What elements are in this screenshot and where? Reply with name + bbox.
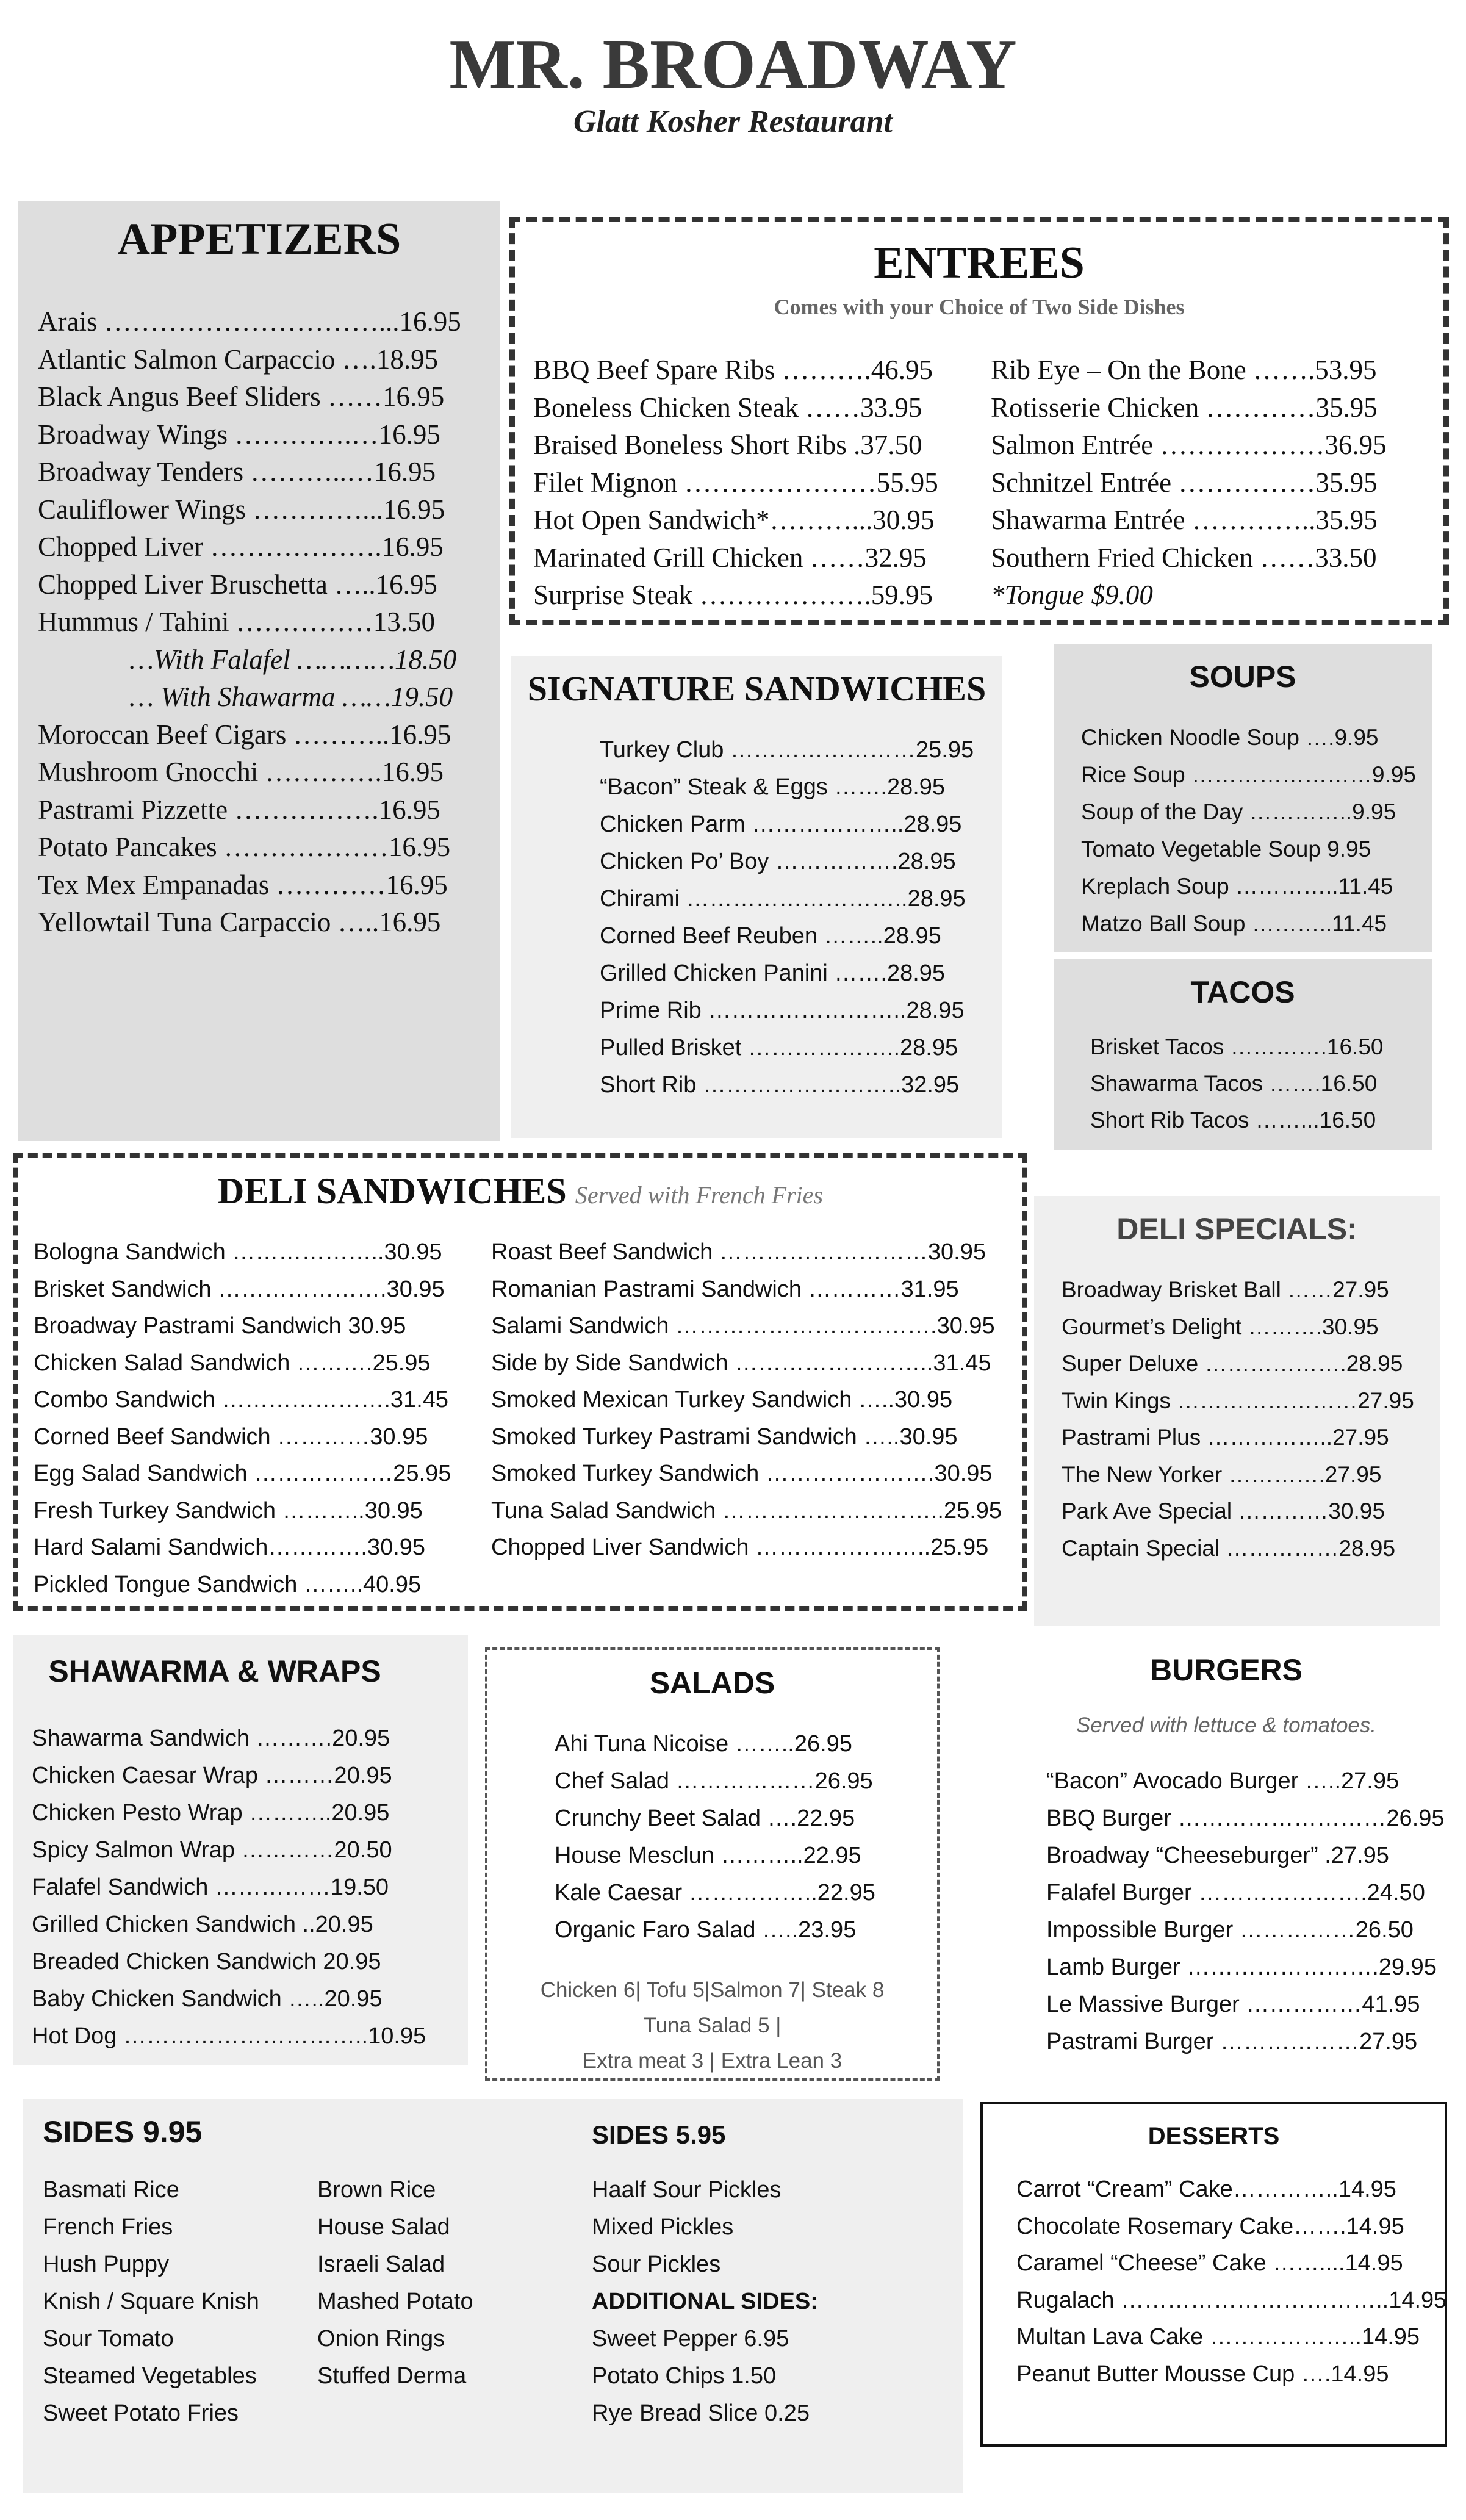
- menu-item: Rice Soup ……………………9.95: [1081, 762, 1417, 787]
- menu-item: Egg Salad Sandwich ………………25.95: [34, 1461, 451, 1486]
- soups-title: SOUPS: [1189, 660, 1296, 694]
- menu-item: Boneless Chicken Steak ……33.95: [533, 392, 922, 423]
- menu-item: Captain Special ……………28.95: [1062, 1535, 1396, 1561]
- menu-item: Smoked Turkey Sandwich ………………….30.95: [491, 1461, 993, 1486]
- menu-item: Corned Beef Reuben ……..28.95: [600, 923, 941, 949]
- menu-item: Potato Pancakes ………………16.95: [38, 832, 451, 862]
- burgers-list: [1046, 1769, 1452, 2067]
- menu-item: Crunchy Beet Salad ….22.95: [555, 1805, 855, 1831]
- soups-list: [1081, 726, 1432, 949]
- menu-item: Surprise Steak ……………….59.95: [533, 580, 933, 610]
- menu-item: Atlantic Salmon Carpaccio ….18.95: [38, 344, 439, 375]
- sides-panel: [23, 2099, 963, 2493]
- menu-item: Chicken Po’ Boy …………….28.95: [600, 849, 956, 874]
- menu-item: Smoked Turkey Pastrami Sandwich …..30.95: [491, 1424, 958, 1450]
- menu-item: Chopped Liver Sandwich …………………..25.95: [491, 1535, 989, 1560]
- menu-item: Gourmet’s Delight ……….30.95: [1062, 1314, 1379, 1339]
- menu-item: Impossible Burger ……………26.50: [1046, 1917, 1414, 1943]
- entrees-note: Comes with your Choice of Two Side Dishes: [774, 295, 1185, 319]
- entrees-left-list: [533, 356, 997, 619]
- shawarma-list: [32, 1727, 468, 2062]
- salads-panel: [485, 1647, 940, 2081]
- menu-item: Salmon Entrée ………………36.95: [991, 430, 1387, 460]
- menu-item: Shawarma Tacos …….16.50: [1090, 1071, 1378, 1096]
- shawarma-title: SHAWARMA & WRAPS: [48, 1654, 381, 1688]
- menu-item: Side by Side Sandwich ……………………..31.45: [491, 1350, 991, 1376]
- menu-item: Brisket Sandwich ………………….30.95: [34, 1276, 445, 1302]
- appetizers-panel: [18, 201, 500, 1141]
- tacos-title: TACOS: [1190, 975, 1295, 1009]
- signature-title: SIGNATURE SANDWICHES: [527, 669, 986, 708]
- entrees-panel: [509, 217, 1449, 625]
- menu-item: Ahi Tuna Nicoise ……..26.95: [555, 1731, 852, 1757]
- side-item: Haalf Sour Pickles: [592, 2177, 782, 2203]
- addon-line: Chicken 6| Tofu 5|Salmon 7| Steak 8: [540, 1978, 885, 2002]
- side-item: French Fries: [43, 2214, 173, 2240]
- menu-item: Fresh Turkey Sandwich ………..30.95: [34, 1497, 423, 1524]
- menu-item: Broadway “Cheeseburger” .27.95: [1046, 1843, 1389, 1868]
- menu-item: Short Rib Tacos ……...16.50: [1090, 1107, 1376, 1132]
- menu-item: Broadway Wings ………….…16.95: [38, 419, 440, 450]
- menu-item: Le Massive Burger ……………41.95: [1046, 1992, 1420, 2017]
- menu-item-variant: … With Shawarma ……19.50: [129, 682, 453, 712]
- sides-col-2: [317, 2178, 573, 2402]
- tacos-list: [1090, 1035, 1432, 1145]
- menu-item: Grilled Chicken Sandwich ..20.95: [32, 1912, 373, 1937]
- menu-item: Pastrami Plus ……………..27.95: [1062, 1425, 1389, 1450]
- menu-item: Chopped Liver ……………….16.95: [38, 531, 444, 562]
- appetizers-list: [38, 308, 501, 946]
- menu-item: Soup of the Day …………..9.95: [1081, 799, 1396, 824]
- sides-title-2: SIDES 5.95: [592, 2120, 726, 2149]
- menu-item: Yellowtail Tuna Carpaccio …..16.95: [38, 907, 441, 937]
- signature-list: [600, 738, 1002, 1111]
- side-item: Mixed Pickles: [592, 2214, 734, 2240]
- menu-item: Falafel Sandwich ……………19.50: [32, 1874, 389, 1900]
- deli-note: Served with French Fries: [575, 1181, 824, 1209]
- additional-sides-title: ADDITIONAL SIDES:: [592, 2289, 818, 2314]
- side-item: Potato Chips 1.50: [592, 2363, 777, 2389]
- menu-item: Multan Lava Cake ………………..14.95: [1016, 2324, 1420, 2350]
- menu-item: Rib Eye – On the Bone …….53.95: [991, 355, 1377, 385]
- side-item: Sour Pickles: [592, 2252, 721, 2277]
- side-item: Sweet Pepper 6.95: [592, 2326, 789, 2352]
- side-item: Brown Rice: [317, 2177, 436, 2203]
- menu-item: BBQ Burger ………………………26.95: [1046, 1805, 1445, 1831]
- menu-item: Chocolate Rosemary Cake…….14.95: [1016, 2213, 1404, 2239]
- menu-item: Chicken Parm ………………..28.95: [600, 812, 962, 837]
- menu-item: Peanut Butter Mousse Cup ….14.95: [1016, 2361, 1389, 2387]
- side-item: Sweet Potato Fries: [43, 2400, 239, 2426]
- signature-sandwiches-panel: [511, 656, 1002, 1138]
- menu-item: Broadway Tenders ………..…16.95: [38, 456, 436, 487]
- menu-item: Moroccan Beef Cigars ………..16.95: [38, 719, 451, 750]
- desserts-title: DESSERTS: [1148, 2123, 1280, 2150]
- menu-item: Broadway Brisket Ball ……27.95: [1062, 1277, 1389, 1302]
- side-item: Onion Rings: [317, 2326, 445, 2352]
- menu-item: Corned Beef Sandwich …………30.95: [34, 1424, 428, 1450]
- menu-item: Kreplach Soup …………..11.45: [1081, 874, 1393, 899]
- menu-item: Turkey Club ……………………25.95: [600, 737, 974, 763]
- deli-right-list: [491, 1240, 1022, 1573]
- deli-left-list: [34, 1240, 485, 1610]
- deli-header: [18, 1170, 1022, 1212]
- menu-item: Spicy Salmon Wrap …………20.50: [32, 1837, 392, 1863]
- menu-item: The New Yorker ………….27.95: [1062, 1461, 1382, 1487]
- menu-item: Hot Open Sandwich*………...30.95: [533, 505, 935, 535]
- menu-item: BBQ Beef Spare Ribs ……….46.95: [533, 355, 933, 385]
- side-item: Rye Bread Slice 0.25: [592, 2400, 810, 2426]
- menu-item: Hard Salami Sandwich………….30.95: [34, 1535, 426, 1560]
- tacos-panel: [1054, 959, 1432, 1150]
- menu-item: Pickled Tongue Sandwich ……..40.95: [34, 1571, 422, 1597]
- menu-item: Marinated Grill Chicken ……32.95: [533, 542, 927, 573]
- menu-item: Rotisserie Chicken …………35.95: [991, 392, 1378, 423]
- tongue-note: *Tongue $9.00: [991, 580, 1153, 610]
- menu-item: Romanian Pastrami Sandwich …………31.95: [491, 1276, 959, 1302]
- deli-specials-list: [1062, 1278, 1440, 1574]
- salads-list: [555, 1732, 933, 1956]
- menu-item: Twin Kings ……………………27.95: [1062, 1388, 1414, 1413]
- sides-col-3: [592, 2178, 958, 2439]
- menu-item: Prime Rib ……………………..28.95: [600, 998, 965, 1023]
- addon-line: Extra meat 3 | Extra Lean 3: [582, 2049, 843, 2073]
- menu-item: Rugalach ……………………………..14.95: [1016, 2287, 1447, 2313]
- menu-item: Chicken Noodle Soup ….9.95: [1081, 725, 1379, 750]
- menu-item-variant: …With Falafel …………18.50: [129, 644, 457, 675]
- menu-item: “Bacon” Steak & Eggs …….28.95: [600, 774, 946, 800]
- menu-item: Cauliflower Wings …………...16.95: [38, 494, 445, 525]
- side-item: Knish / Square Knish: [43, 2289, 259, 2314]
- menu-item: Matzo Ball Soup ………..11.45: [1081, 911, 1387, 936]
- menu-item: Brisket Tacos ………….16.50: [1090, 1034, 1384, 1059]
- sides-col-1: [43, 2178, 311, 2439]
- menu-item: Pastrami Burger ………………27.95: [1046, 2029, 1418, 2054]
- menu-item: Southern Fried Chicken ……33.50: [991, 542, 1377, 573]
- desserts-panel: [980, 2102, 1447, 2447]
- menu-item: Tex Mex Empanadas …………16.95: [38, 869, 448, 900]
- menu-item: Schnitzel Entrée ……………35.95: [991, 467, 1378, 498]
- burgers-title: BURGERS: [1149, 1653, 1303, 1687]
- menu-item: Chopped Liver Bruschetta …..16.95: [38, 569, 437, 600]
- menu-item: Chicken Caesar Wrap ………20.95: [32, 1763, 392, 1788]
- menu-item: Hot Dog …………………………..10.95: [32, 2023, 426, 2049]
- menu-item: Pastrami Pizzette …………….16.95: [38, 794, 440, 825]
- menu-item: Tuna Salad Sandwich ………………………..25.95: [491, 1497, 1002, 1524]
- deli-title: DELI SANDWICHES: [217, 1171, 567, 1211]
- burgers-note: Served with lettuce & tomatoes.: [1076, 1713, 1377, 1737]
- menu-item: Arais …………………………...16.95: [38, 306, 461, 337]
- menu-item: Broadway Pastrami Sandwich 30.95: [34, 1313, 406, 1339]
- menu-item: Organic Faro Salad …..23.95: [555, 1917, 857, 1943]
- salad-addons: [487, 1979, 937, 2086]
- soups-panel: [1054, 644, 1432, 952]
- menu-item: Shawarma Entrée …………..35.95: [991, 505, 1378, 535]
- menu-item: Smoked Mexican Turkey Sandwich …..30.95: [491, 1387, 953, 1413]
- menu-item: Grilled Chicken Panini …….28.95: [600, 960, 946, 986]
- menu-item: Carrot “Cream” Cake…………..14.95: [1016, 2176, 1396, 2202]
- side-item: Sour Tomato: [43, 2326, 174, 2352]
- menu-item: Falafel Burger ………………….24.50: [1046, 1880, 1425, 1906]
- restaurant-subtitle: Glatt Kosher Restaurant: [573, 104, 893, 139]
- side-item: Basmati Rice: [43, 2177, 179, 2203]
- entrees-title: ENTREES: [874, 238, 1085, 288]
- menu-item: Filet Mignon …………………55.95: [533, 467, 938, 498]
- side-item: Mashed Potato: [317, 2289, 473, 2314]
- menu-item: Combo Sandwich ………………….31.45: [34, 1387, 449, 1413]
- menu-item: Lamb Burger …………………….29.95: [1046, 1954, 1437, 1980]
- menu-item: Bologna Sandwich ………………..30.95: [34, 1239, 442, 1265]
- menu-item: Tomato Vegetable Soup 9.95: [1081, 837, 1371, 862]
- sides-title-1: SIDES 9.95: [43, 2115, 203, 2149]
- side-item: Stuffed Derma: [317, 2363, 467, 2389]
- side-item: House Salad: [317, 2214, 450, 2240]
- menu-item: Hummus / Tahini ……………13.50: [38, 607, 436, 637]
- deli-specials-title: DELI SPECIALS:: [1116, 1212, 1357, 1246]
- menu-item: House Mesclun ………..22.95: [555, 1843, 861, 1868]
- side-item: Hush Puppy: [43, 2252, 170, 2277]
- menu-item: Black Angus Beef Sliders ……16.95: [38, 381, 445, 412]
- menu-item: Kale Caesar ……………..22.95: [555, 1880, 875, 1906]
- addon-line: Tuna Salad 5 |: [643, 2014, 782, 2037]
- salads-title: SALADS: [649, 1666, 775, 1700]
- shawarma-wraps-panel: [13, 1635, 468, 2065]
- burgers-panel: [1001, 1635, 1452, 2075]
- deli-specials-panel: [1034, 1196, 1440, 1626]
- restaurant-title: MR. BROADWAY: [449, 26, 1017, 104]
- menu-item: Baby Chicken Sandwich …..20.95: [32, 1986, 383, 2012]
- side-item: Steamed Vegetables: [43, 2363, 257, 2389]
- menu-item: Short Rib ……………………..32.95: [600, 1072, 960, 1098]
- side-item: Israeli Salad: [317, 2252, 445, 2277]
- menu-item: Super Deluxe ……………….28.95: [1062, 1351, 1403, 1376]
- menu-item: Braised Boneless Short Ribs .37.50: [533, 430, 922, 460]
- appetizers-title: APPETIZERS: [117, 214, 401, 264]
- menu-item: Chicken Salad Sandwich ……….25.95: [34, 1350, 431, 1376]
- menu-item: Salami Sandwich …………………………….30.95: [491, 1313, 995, 1339]
- menu-item: Breaded Chicken Sandwich 20.95: [32, 1949, 381, 1975]
- menu-item: Roast Beef Sandwich ………………………30.95: [491, 1239, 986, 1265]
- deli-sandwiches-panel: [13, 1153, 1027, 1611]
- menu-item: Pulled Brisket ………………..28.95: [600, 1035, 958, 1060]
- menu-item: Chef Salad ………………26.95: [555, 1768, 873, 1794]
- menu-item: Shawarma Sandwich ……….20.95: [32, 1726, 390, 1751]
- menu-item: Mushroom Gnocchi ………….16.95: [38, 757, 444, 787]
- menu-item: Caramel “Cheese” Cake ……....14.95: [1016, 2250, 1403, 2276]
- menu-item: Park Ave Special …………30.95: [1062, 1499, 1385, 1524]
- entrees-right-list: [991, 356, 1442, 619]
- menu-item: Chirami ………………………..28.95: [600, 886, 966, 912]
- menu-item: Chicken Pesto Wrap ………..20.95: [32, 1800, 390, 1826]
- menu-item: “Bacon” Avocado Burger …..27.95: [1046, 1768, 1400, 1794]
- desserts-list: [1016, 2176, 1447, 2399]
